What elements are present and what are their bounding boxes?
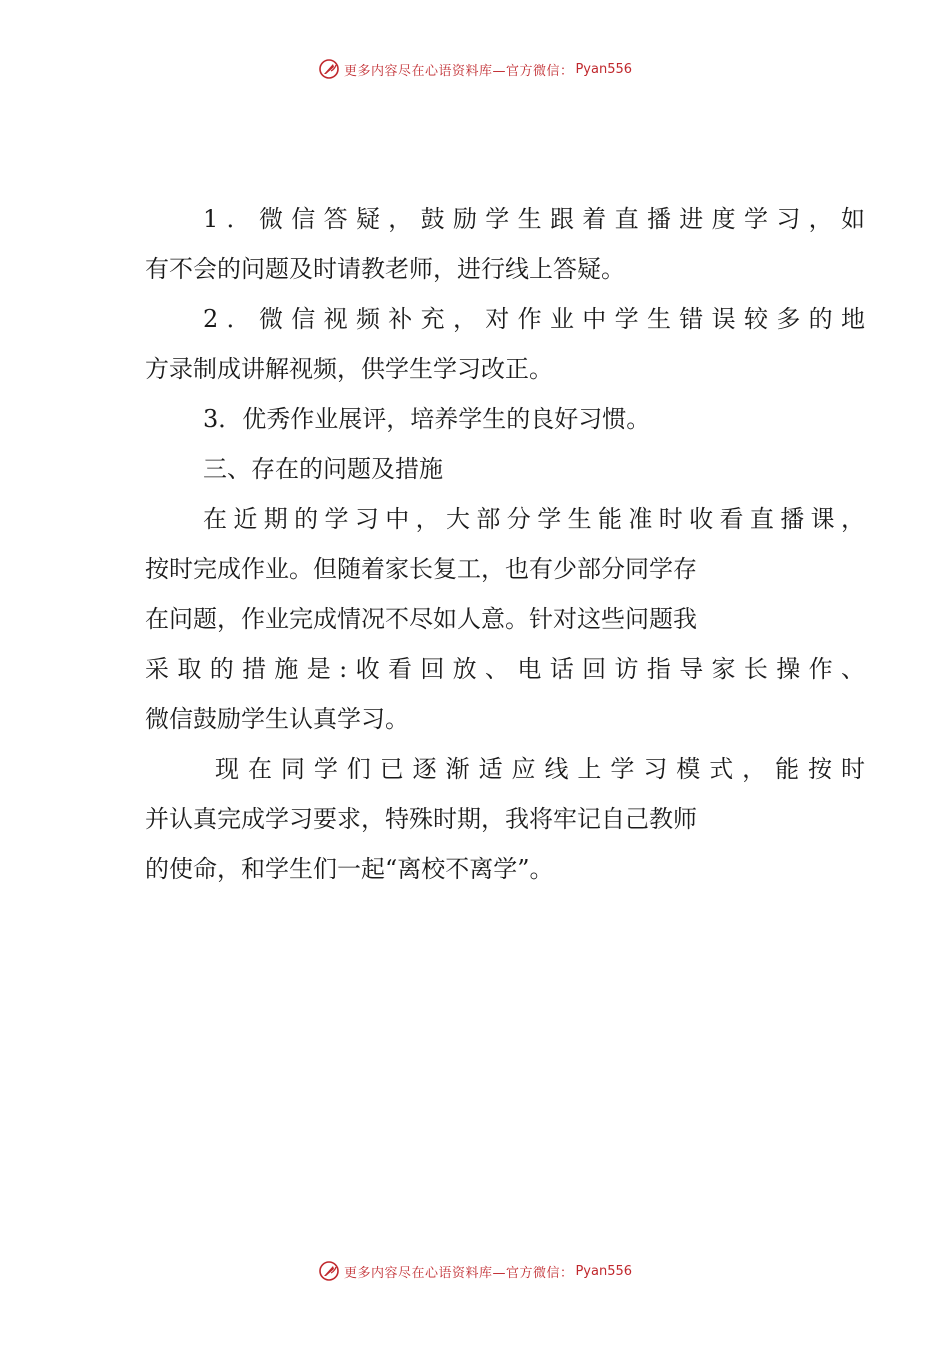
watermark-text: 更多内容尽在心语资料库—官方微信： [343, 63, 574, 79]
document-body [145, 194, 865, 894]
paragraph-line: 并认真完成学习要求，特殊时期，我将牢记自己教师 [145, 805, 697, 833]
paragraph-line: 在问题，作业完成情况不尽如人意。针对这些问题我 [145, 605, 697, 633]
section-heading: 三、存在的问题及措施 [203, 455, 443, 483]
paragraph-line: 有不会的问题及时请教老师，进行线上答疑。 [145, 255, 625, 283]
watermark-id: Pyan556 [575, 1263, 633, 1279]
watermark-id: Pyan556 [575, 61, 633, 77]
paragraph-line: 按时完成作业。但随着家长复工，也有少部分同学存 [145, 555, 697, 583]
paragraph-line: 1．微信答疑，鼓励学生跟着直播进度学习，如 [203, 205, 865, 233]
paragraph-line: 方录制成讲解视频，供学生学习改正。 [145, 355, 553, 383]
paragraph-line: 采取的措施是:收看回放、电话回访指导家长操作、 [145, 655, 865, 683]
paragraph-line: 微信鼓励学生认真学习。 [145, 705, 409, 733]
paragraph-line: 的使命，和学生们一起“离校不离学”。 [145, 855, 554, 883]
quill-icon [318, 1260, 340, 1282]
paragraph-line: 2．微信视频补充，对作业中学生错误较多的地 [203, 305, 865, 333]
paragraph-line: 现在同学们已逐渐适应线上学习模式，能按时 [215, 755, 865, 783]
paragraph-line: 3．优秀作业展评，培养学生的良好习惯。 [203, 405, 651, 433]
watermark-text: 更多内容尽在心语资料库—官方微信： [343, 1265, 574, 1281]
quill-icon [318, 58, 340, 80]
header-watermark [0, 54, 950, 84]
footer-watermark [0, 1256, 950, 1286]
paragraph-line: 在近期的学习中，大部分学生能准时收看直播课， [203, 505, 865, 533]
